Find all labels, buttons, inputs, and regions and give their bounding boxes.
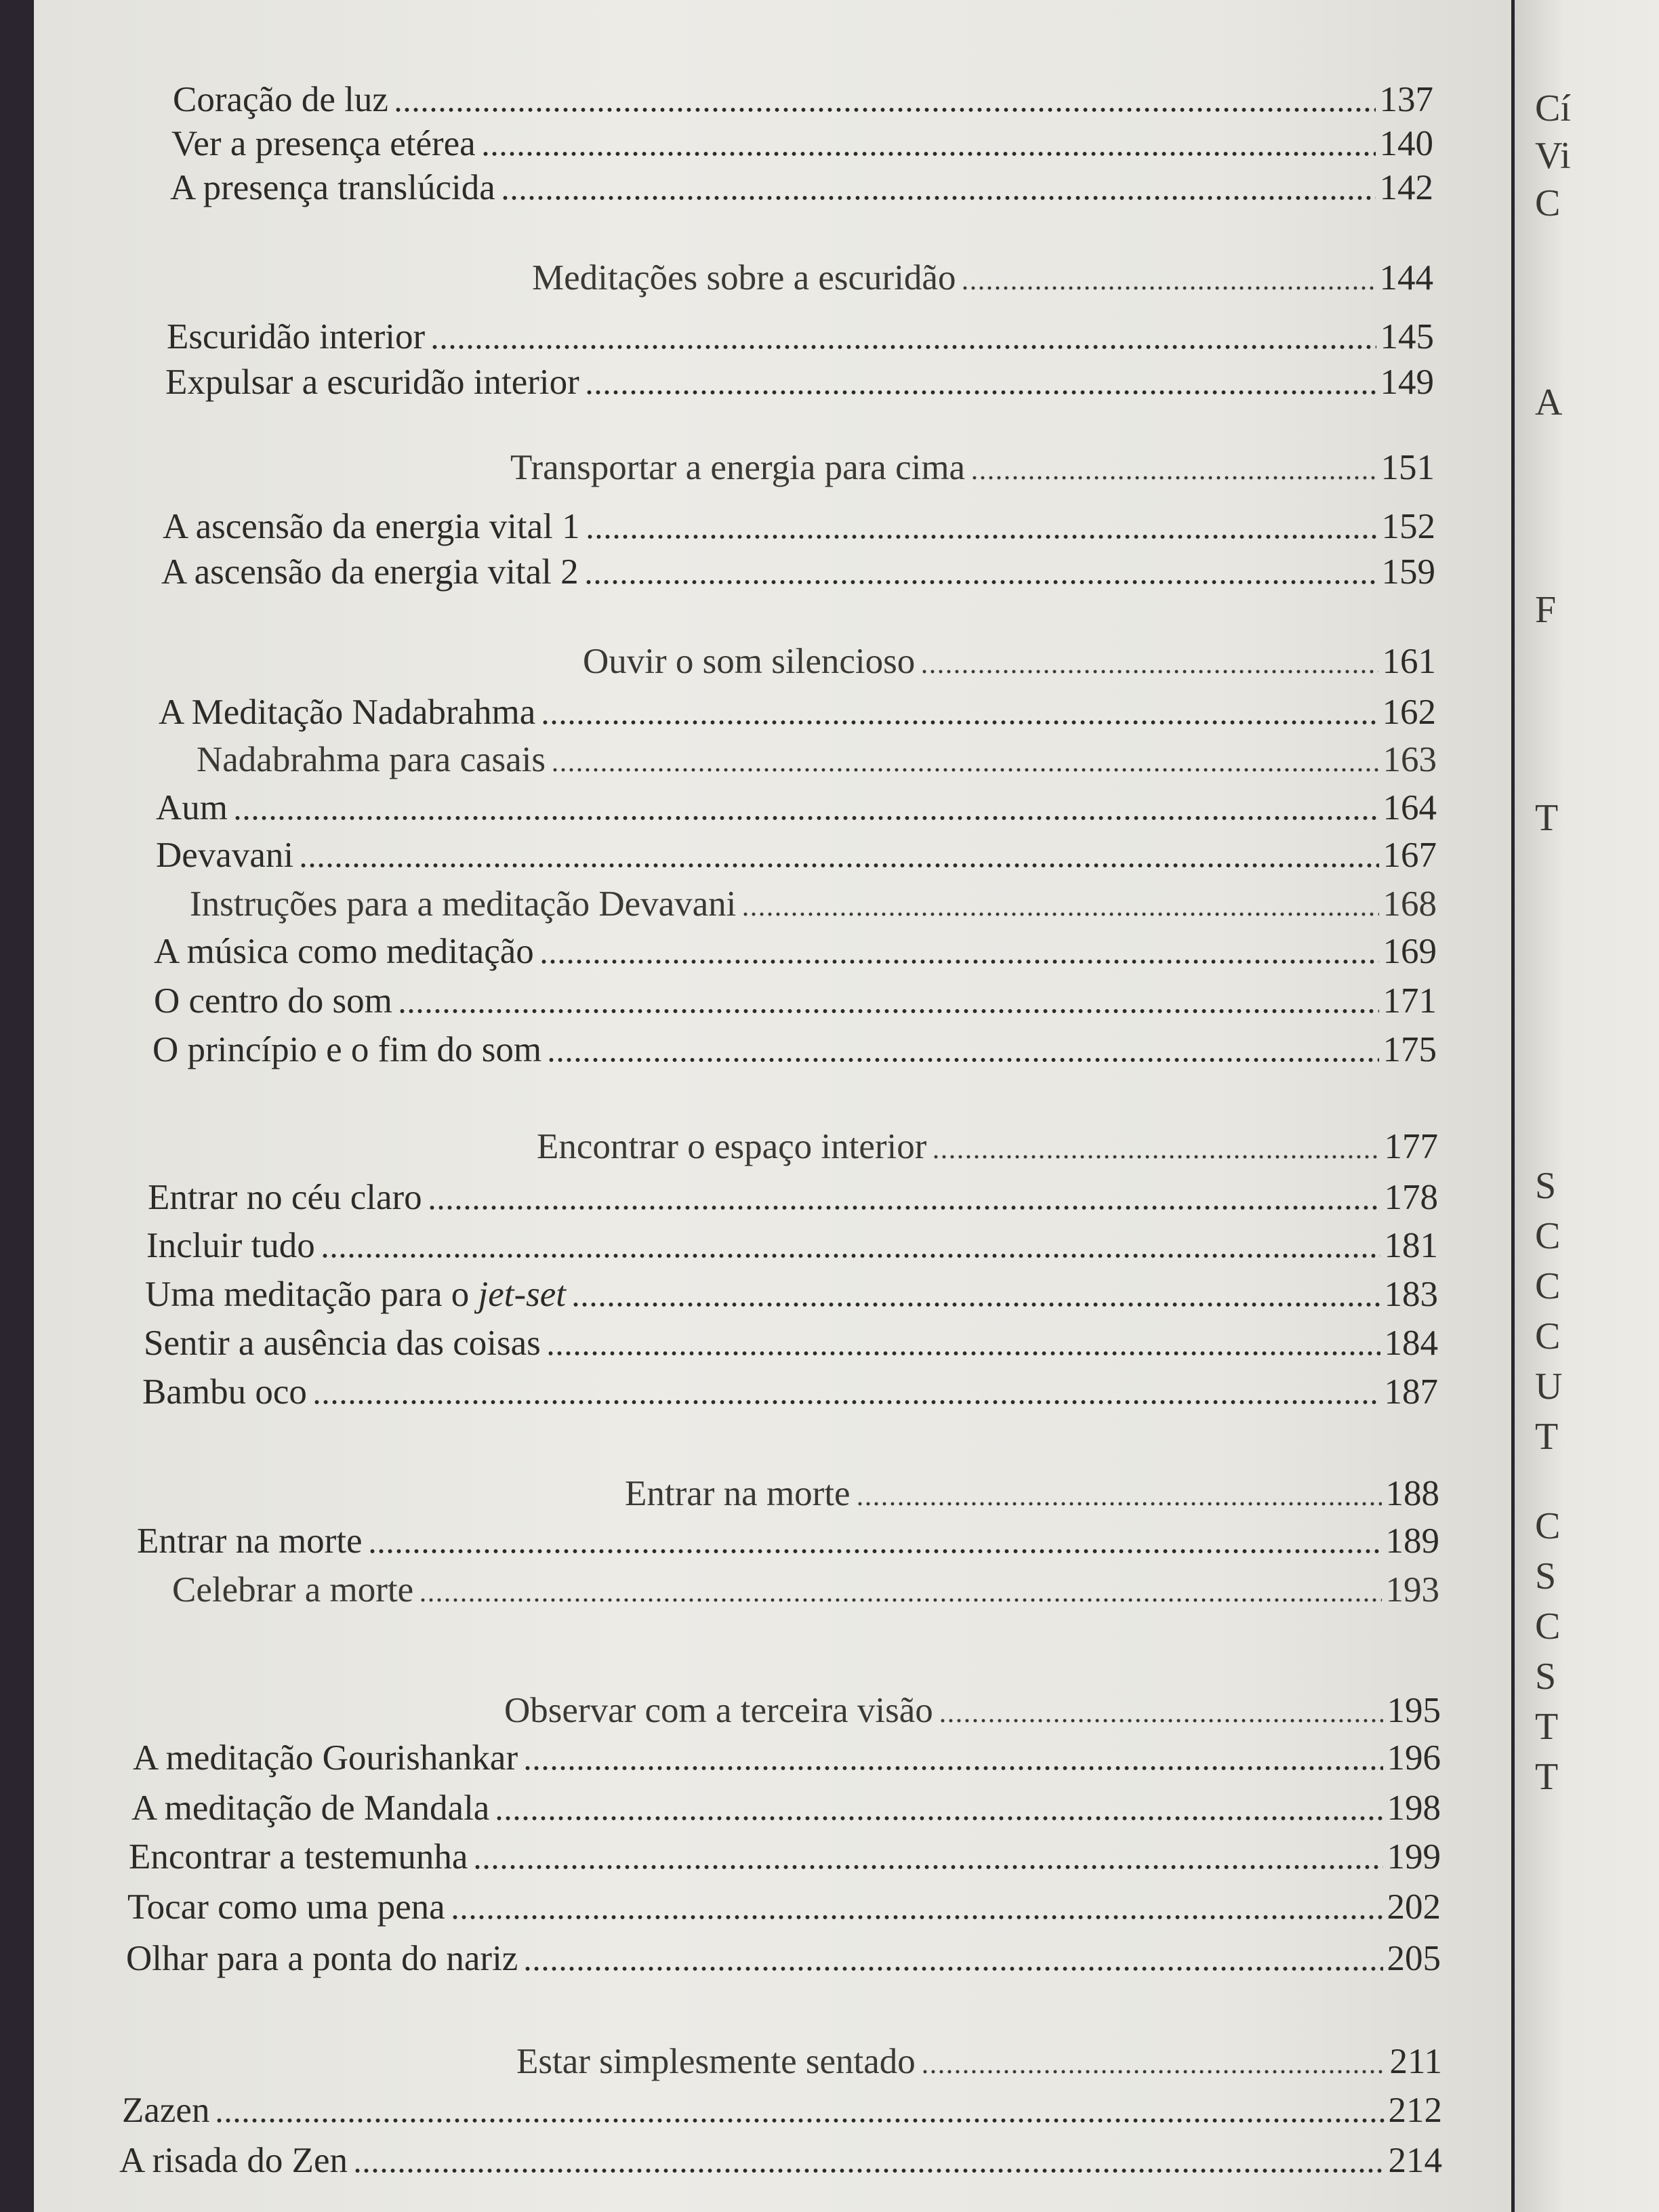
toc-subentry [172,1568,1439,1612]
toc-entry [152,1028,1437,1071]
toc-entry-page: 184 [1384,1324,1438,1363]
toc-entry-page: 177 [1384,1127,1438,1166]
leader-dots [473,1864,1382,1870]
edge-letter: A [1535,382,1563,424]
toc-entry-title: Ver a presença etérea [171,124,476,163]
leader-dots [541,720,1378,725]
toc-entry-page: 199 [1387,1837,1441,1877]
toc-entry-page: 211 [1389,2042,1442,2081]
toc-entry-page: 193 [1385,1570,1439,1610]
edge-letter: C [1535,182,1561,224]
edge-letter: S [1535,1656,1557,1698]
edge-letter: S [1535,1165,1557,1207]
toc-entry [133,1736,1441,1780]
toc-entry-title: A ascensão da energia vital 2 [161,552,579,592]
toc-section-heading [510,446,1435,489]
toc-entry-title: Encontrar a testemunha [129,1837,468,1877]
table-of-contents [34,0,1511,2212]
toc-entry-title: Sentir a ausência das coisas [144,1324,541,1363]
toc-section-title: Estar simplesmente sentado [516,2042,916,2081]
toc-section-heading [504,1689,1441,1732]
toc-subentry [197,738,1437,781]
leader-dots [451,1914,1383,1920]
leader-dots [546,1351,1380,1356]
toc-entry-page: 149 [1380,363,1434,402]
toc-entry [173,78,1433,121]
toc-entry-title: Uma meditação para o jet-set [145,1275,566,1314]
edge-letter: C [1535,1215,1561,1257]
toc-entry-page: 181 [1384,1226,1438,1265]
leader-dots [547,1057,1378,1063]
toc-section-title: Encontrar o espaço interior [537,1127,927,1166]
edge-letter: U [1535,1366,1563,1408]
leader-dots [299,863,1378,868]
toc-entry-page: 163 [1382,740,1437,779]
leader-dots [571,1302,1380,1307]
toc-entry-page: 137 [1379,80,1433,119]
toc-entry-title: A risada do Zen [119,2141,348,2180]
toc-section-title: Meditações sobre a escuridão [532,258,956,298]
edge-letter: T [1535,1706,1559,1748]
toc-entry-title: O princípio e o fim do som [152,1030,542,1069]
toc-entry-page: 140 [1379,124,1433,163]
toc-subentry [190,882,1437,926]
leader-dots [428,1205,1380,1210]
leader-dots [741,912,1378,917]
toc-entry-page: 164 [1382,788,1437,827]
leader-dots [920,669,1378,674]
toc-section-heading [516,2040,1442,2083]
toc-entry-title: Devavani [156,836,294,875]
toc-entry-title: A Meditação Nadabrahma [159,693,536,732]
edge-letter: T [1535,797,1559,839]
toc-entry-title: Incluir tudo [146,1226,315,1265]
toc-entry-page: 145 [1380,317,1434,356]
leader-dots [501,195,1376,201]
toc-entry-page: 189 [1385,1521,1439,1561]
toc-entry [145,1273,1438,1316]
toc-entry-page: 161 [1382,642,1436,681]
leader-dots [523,1966,1382,1971]
toc-entry-page: 183 [1384,1275,1438,1314]
toc-section-title: Entrar na morte [625,1474,851,1513]
toc-entry-title: Coração de luz [173,80,388,119]
book-page-left [34,0,1511,2212]
toc-entry [122,2089,1442,2132]
italic-term: jet-set [478,1275,566,1314]
toc-entry [142,1370,1438,1414]
toc-entry-page: 169 [1382,932,1437,971]
edge-letter: Cí [1535,87,1571,129]
toc-section-heading [583,640,1436,683]
leader-dots [233,815,1379,821]
toc-entry [156,834,1437,877]
toc-entry-title: Entrar na morte [137,1521,363,1561]
toc-entry-title: Zazen [122,2091,210,2130]
leader-dots [312,1399,1380,1405]
toc-entry-page: 168 [1382,884,1437,924]
toc-entry-title: Tocar como uma pena [127,1887,445,1927]
leader-dots [419,1597,1381,1603]
toc-entry-title: Olhar para a ponta do nariz [126,1939,518,1978]
leader-dots [523,1765,1382,1771]
toc-entry-page: 205 [1387,1939,1441,1978]
toc-entry-title: A música como meditação [154,932,534,971]
leader-dots [970,475,1376,480]
toc-entry-page: 202 [1387,1887,1441,1927]
edge-letter: F [1535,589,1557,631]
leader-dots [585,390,1376,395]
edge-letter: C [1535,1315,1561,1357]
toc-entry-page: 175 [1382,1030,1437,1069]
leader-dots [430,344,1376,350]
toc-entry-page: 187 [1384,1372,1438,1412]
toc-entry [144,1322,1438,1365]
edge-letter: T [1535,1756,1559,1798]
edge-letter: S [1535,1555,1557,1597]
leader-dots [321,1253,1380,1258]
leader-dots [394,107,1376,112]
toc-entry-page: 171 [1382,981,1437,1021]
toc-entry-title: A presença translúcida [170,168,495,207]
toc-entry [159,691,1436,734]
edge-letter: Vi [1535,135,1571,177]
toc-section-heading [625,1472,1439,1515]
leader-dots [495,1816,1382,1821]
toc-entry-page: 144 [1379,258,1433,298]
edge-letter: T [1535,1416,1559,1458]
toc-entry [156,786,1437,830]
toc-entry-title: O centro do som [154,981,392,1021]
edge-letter: C [1535,1265,1561,1307]
toc-section-title: Transportar a energia para cima [510,448,966,487]
toc-entry [167,315,1434,359]
toc-entry-title: A meditação Gourishankar [133,1738,518,1778]
toc-entry [119,2139,1442,2182]
toc-entry [154,979,1437,1023]
toc-entry-page: 196 [1387,1738,1441,1778]
toc-entry-title: Entrar no céu claro [148,1178,422,1217]
toc-entry-title: A ascensão da energia vital 1 [163,507,580,546]
leader-dots [939,1718,1383,1723]
toc-entry-page: 212 [1388,2091,1442,2130]
toc-entry [171,122,1433,165]
toc-entry-page: 167 [1382,836,1437,875]
toc-section-heading [532,256,1433,300]
leader-dots [584,579,1378,585]
toc-entry [170,166,1433,209]
toc-entry-title: Celebrar a morte [172,1570,414,1610]
toc-entry-page: 142 [1379,168,1433,207]
toc-entry-title: Bambu oco [142,1372,307,1412]
toc-section-heading [537,1125,1438,1168]
leader-dots [481,151,1376,157]
leader-dots [932,1154,1380,1160]
leader-dots [215,2118,1384,2123]
toc-section-title: Ouvir o som silencioso [583,642,916,681]
toc-entry-title: Aum [156,788,228,827]
leader-dots [368,1549,1382,1554]
toc-entry [165,361,1434,404]
leader-dots [921,2069,1386,2074]
leader-dots [856,1501,1382,1507]
toc-entry-page: 151 [1380,448,1435,487]
toc-entry-page: 152 [1381,507,1435,546]
toc-entry-page: 198 [1387,1788,1441,1828]
leader-dots [551,767,1379,773]
toc-entry-title: A meditação de Mandala [131,1788,490,1828]
book-page-right-edge [1515,0,1659,2212]
edge-letter: C [1535,1505,1561,1547]
toc-entry [126,1937,1441,1980]
toc-entry-page: 214 [1388,2141,1442,2180]
leader-dots [398,1008,1379,1014]
leader-dots [586,534,1378,539]
toc-entry [148,1176,1438,1219]
toc-entry-page: 162 [1382,693,1436,732]
edge-letter: C [1535,1605,1561,1647]
toc-entry [154,930,1437,973]
toc-entry-page: 188 [1385,1474,1439,1513]
toc-section-title: Observar com a terceira visão [504,1691,933,1730]
toc-entry-page: 195 [1387,1691,1441,1730]
toc-entry [127,1885,1441,1929]
toc-entry-page: 159 [1381,552,1435,592]
toc-entry [161,550,1435,594]
toc-entry-title: Instruções para a meditação Devavani [190,884,737,924]
toc-entry-page: 178 [1384,1178,1438,1217]
leader-dots [539,959,1379,964]
toc-entry [129,1835,1441,1879]
toc-entry [137,1519,1439,1563]
leader-dots [961,285,1375,291]
leader-dots [353,2168,1384,2173]
toc-entry-title: Expulsar a escuridão interior [165,363,579,402]
toc-entry [146,1224,1438,1267]
toc-entry-title: Escuridão interior [167,317,426,356]
toc-entry-title: Nadabrahma para casais [197,740,546,779]
toc-entry [163,505,1435,548]
toc-entry [131,1786,1441,1830]
